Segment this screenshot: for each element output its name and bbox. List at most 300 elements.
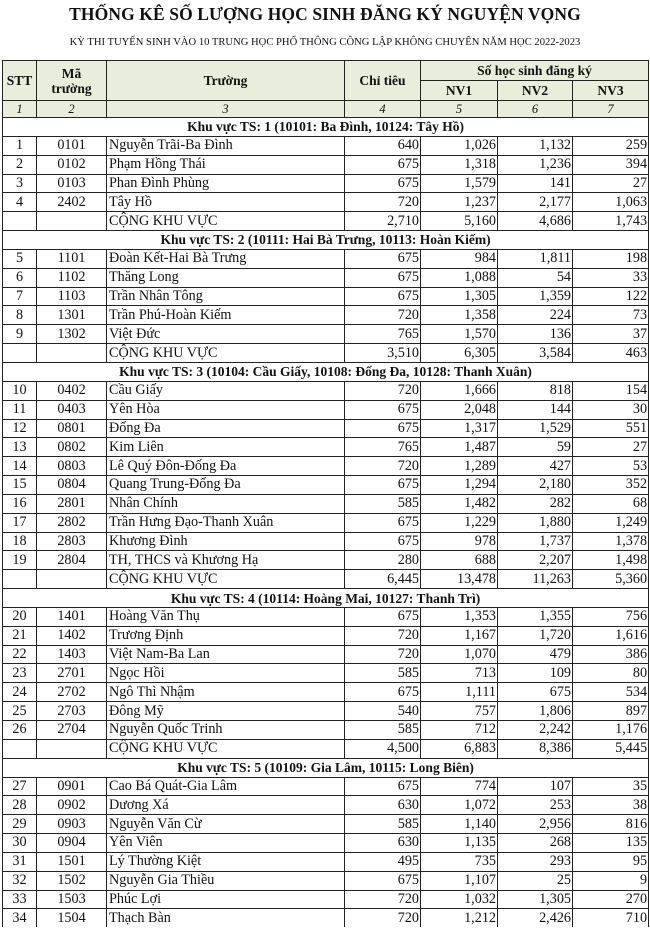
section-title: Khu vực TS: 5 (10109: Gia Lâm, 10115: Long Biên) (3, 758, 649, 777)
cell-truong: Cao Bá Quát-Gia Lâm (107, 777, 345, 796)
total-row (3, 344, 649, 363)
cell-nv3: 38 (573, 796, 649, 815)
cell-stt: 4 (3, 193, 37, 212)
cell-nv3: 73 (573, 306, 649, 325)
cell-nv1: 1,072 (421, 796, 498, 815)
cell-nv2: 2,207 (498, 551, 573, 570)
cell-nv3: 122 (573, 287, 649, 306)
cell-nv2: 224 (498, 306, 573, 325)
cell-nv3: 1,498 (573, 551, 649, 570)
cell-stt: 22 (3, 645, 37, 664)
cell-ma-truong: 2701 (37, 664, 107, 683)
table-row (3, 683, 649, 702)
cell-nv2: 1,811 (498, 249, 573, 268)
index-4: 4 (345, 101, 421, 118)
cell-nv1: 1,318 (421, 155, 498, 174)
total-row (3, 739, 649, 758)
cell-chi-tieu: 675 (345, 155, 421, 174)
cell-nv2: 59 (498, 438, 573, 457)
cell-stt: 29 (3, 815, 37, 834)
header-chi-tieu: Chỉ tiêu (345, 61, 421, 101)
cell-stt: 6 (3, 268, 37, 287)
cell-nv1: 1,487 (421, 438, 498, 457)
index-7: 7 (573, 101, 649, 118)
cell-chi-tieu: 675 (345, 268, 421, 287)
cell-nv2: 479 (498, 645, 573, 664)
total-nv1: 6,883 (421, 739, 498, 758)
cell-stt: 23 (3, 664, 37, 683)
registration-table (2, 60, 649, 927)
cell-stt: 19 (3, 551, 37, 570)
table-row (3, 607, 649, 626)
cell-chi-tieu: 675 (345, 607, 421, 626)
header-stt: STT (3, 61, 37, 101)
header-nv1: NV1 (421, 81, 498, 101)
cell-stt: 8 (3, 306, 37, 325)
cell-nv1: 1,570 (421, 325, 498, 344)
cell-stt: 3 (3, 174, 37, 193)
cell-nv1: 1,237 (421, 193, 498, 212)
cell-nv2: 293 (498, 852, 573, 871)
cell-nv3: 27 (573, 174, 649, 193)
cell-stt: 7 (3, 287, 37, 306)
cell-chi-tieu: 720 (345, 645, 421, 664)
cell-nv3: 756 (573, 607, 649, 626)
table-row (3, 815, 649, 834)
table-row (3, 852, 649, 871)
cell-nv3: 9 (573, 871, 649, 890)
cell-nv2: 2,956 (498, 815, 573, 834)
cell-ma-truong: 0101 (37, 136, 107, 155)
cell-nv2: 109 (498, 664, 573, 683)
cell-nv1: 757 (421, 702, 498, 721)
cell-nv1: 1,294 (421, 476, 498, 495)
cell-stt: 24 (3, 683, 37, 702)
cell-chi-tieu: 720 (345, 193, 421, 212)
cell-truong: Ngô Thì Nhậm (107, 683, 345, 702)
section-title: Khu vực TS: 2 (10111: Hai Bà Trưng, 10113: Hoàn Kiếm) (3, 231, 649, 250)
cell-nv1: 1,353 (421, 607, 498, 626)
cell-truong: Việt Nam-Ba Lan (107, 645, 345, 664)
cell-nv1: 984 (421, 249, 498, 268)
table-row (3, 796, 649, 815)
cell-truong: Đoàn Kết-Hai Bà Trưng (107, 249, 345, 268)
index-1: 1 (3, 101, 37, 118)
cell-chi-tieu: 675 (345, 777, 421, 796)
cell-nv3: 352 (573, 476, 649, 495)
cell-chi-tieu: 765 (345, 438, 421, 457)
cell-nv1: 1,212 (421, 909, 498, 927)
cell-nv1: 978 (421, 532, 498, 551)
cell-nv3: 897 (573, 702, 649, 721)
cell-chi-tieu: 720 (345, 909, 421, 927)
cell-ma-truong: 1401 (37, 607, 107, 626)
cell-chi-tieu: 540 (345, 702, 421, 721)
cell-truong: Lê Quý Đôn-Đống Đa (107, 457, 345, 476)
cell-truong: Nguyễn Trãi-Ba Đình (107, 136, 345, 155)
cell-chi-tieu: 675 (345, 532, 421, 551)
cell-ma-empty (37, 212, 107, 231)
cell-nv3: 259 (573, 136, 649, 155)
cell-truong: Đông Mỹ (107, 702, 345, 721)
cell-chi-tieu: 675 (345, 513, 421, 532)
header-nv2: NV2 (498, 81, 573, 101)
cell-truong: Yên Hòa (107, 400, 345, 419)
cell-ma-truong: 2704 (37, 721, 107, 740)
cell-nv1: 1,317 (421, 419, 498, 438)
cell-nv1: 1,140 (421, 815, 498, 834)
cell-nv3: 37 (573, 325, 649, 344)
cell-nv3: 53 (573, 457, 649, 476)
cell-nv1: 1,358 (421, 306, 498, 325)
cell-nv2: 1,236 (498, 155, 573, 174)
cell-stt: 30 (3, 834, 37, 853)
cell-nv2: 2,177 (498, 193, 573, 212)
cell-ma-truong: 1101 (37, 249, 107, 268)
cell-nv2: 282 (498, 494, 573, 513)
cell-nv1: 1,032 (421, 890, 498, 909)
section-row (3, 231, 649, 250)
cell-chi-tieu: 630 (345, 834, 421, 853)
cell-nv1: 1,579 (421, 174, 498, 193)
cell-chi-tieu: 675 (345, 400, 421, 419)
cell-chi-tieu: 675 (345, 871, 421, 890)
cell-stt-empty (3, 570, 37, 589)
cell-nv1: 1,167 (421, 626, 498, 645)
section-row (3, 589, 649, 608)
cell-stt: 34 (3, 909, 37, 927)
cell-nv2: 1,132 (498, 136, 573, 155)
cell-stt: 10 (3, 381, 37, 400)
cell-nv2: 1,355 (498, 607, 573, 626)
cell-chi-tieu: 765 (345, 325, 421, 344)
cell-chi-tieu: 280 (345, 551, 421, 570)
cell-nv1: 1,229 (421, 513, 498, 532)
table-row (3, 645, 649, 664)
table-row (3, 890, 649, 909)
table-row (3, 871, 649, 890)
cell-nv1: 774 (421, 777, 498, 796)
cell-ma-truong: 0103 (37, 174, 107, 193)
cell-nv3: 1,378 (573, 532, 649, 551)
total-chi-tieu: 2,710 (345, 212, 421, 231)
cell-ma-truong: 1103 (37, 287, 107, 306)
cell-chi-tieu: 630 (345, 796, 421, 815)
cell-ma-truong: 2703 (37, 702, 107, 721)
cell-nv1: 2,048 (421, 400, 498, 419)
cell-ma-truong: 0902 (37, 796, 107, 815)
cell-nv2: 1,529 (498, 419, 573, 438)
table-row (3, 268, 649, 287)
table-body (3, 118, 649, 928)
total-nv3: 1,743 (573, 212, 649, 231)
cell-nv1: 1,026 (421, 136, 498, 155)
cell-ma-truong: 2804 (37, 551, 107, 570)
cell-nv1: 712 (421, 721, 498, 740)
cell-stt: 28 (3, 796, 37, 815)
cell-nv3: 1,616 (573, 626, 649, 645)
header-nv3: NV3 (573, 81, 649, 101)
table-row (3, 494, 649, 513)
cell-truong: Phúc Lợi (107, 890, 345, 909)
total-label: CỘNG KHU VỰC (107, 570, 345, 589)
cell-chi-tieu: 495 (345, 852, 421, 871)
table-row (3, 532, 649, 551)
cell-truong: Lý Thường Kiệt (107, 852, 345, 871)
page-subtitle: KỲ THI TUYỂN SINH VÀO 10 TRUNG HỌC PHỔ THÔNG CÔNG LẬP KHÔNG CHUYÊN NĂM HỌC 2022-2023 (69, 37, 581, 48)
cell-nv2: 2,242 (498, 721, 573, 740)
section-row (3, 362, 649, 381)
table-row (3, 438, 649, 457)
cell-ma-truong: 0403 (37, 400, 107, 419)
cell-ma-truong: 1504 (37, 909, 107, 927)
cell-chi-tieu: 675 (345, 249, 421, 268)
cell-ma-truong: 2702 (37, 683, 107, 702)
cell-truong: Quang Trung-Đống Đa (107, 476, 345, 495)
index-6: 6 (498, 101, 573, 118)
index-5: 5 (421, 101, 498, 118)
cell-nv3: 394 (573, 155, 649, 174)
cell-nv2: 1,359 (498, 287, 573, 306)
cell-truong: Nguyễn Quốc Trinh (107, 721, 345, 740)
cell-ma-truong: 2402 (37, 193, 107, 212)
cell-stt: 16 (3, 494, 37, 513)
total-nv3: 5,360 (573, 570, 649, 589)
cell-stt: 18 (3, 532, 37, 551)
cell-truong: Đống Đa (107, 419, 345, 438)
cell-nv2: 2,426 (498, 909, 573, 927)
section-title: Khu vực TS: 3 (10104: Cầu Giấy, 10108: Đống Đa, 10128: Thanh Xuân) (3, 362, 649, 381)
cell-nv3: 1,176 (573, 721, 649, 740)
cell-stt: 12 (3, 419, 37, 438)
cell-nv3: 27 (573, 438, 649, 457)
cell-chi-tieu: 720 (345, 890, 421, 909)
cell-truong: Thạch Bàn (107, 909, 345, 927)
cell-nv1: 1,305 (421, 287, 498, 306)
cell-nv3: 710 (573, 909, 649, 927)
cell-nv2: 2,180 (498, 476, 573, 495)
cell-stt: 15 (3, 476, 37, 495)
index-3: 3 (107, 101, 345, 118)
cell-stt: 33 (3, 890, 37, 909)
cell-nv3: 154 (573, 381, 649, 400)
cell-ma-truong: 0904 (37, 834, 107, 853)
cell-truong: Khương Đình (107, 532, 345, 551)
cell-truong: Trần Nhân Tông (107, 287, 345, 306)
section-title: Khu vực TS: 1 (10101: Ba Đình, 10124: Tây Hồ) (3, 118, 649, 137)
cell-truong: Trương Định (107, 626, 345, 645)
cell-ma-empty (37, 344, 107, 363)
cell-nv1: 1,666 (421, 381, 498, 400)
table-row (3, 777, 649, 796)
total-label: CỘNG KHU VỰC (107, 212, 345, 231)
table-row (3, 909, 649, 927)
cell-nv2: 141 (498, 174, 573, 193)
cell-ma-truong: 0901 (37, 777, 107, 796)
total-label: CỘNG KHU VỰC (107, 739, 345, 758)
cell-nv1: 1,111 (421, 683, 498, 702)
cell-chi-tieu: 640 (345, 136, 421, 155)
cell-nv2: 253 (498, 796, 573, 815)
cell-stt: 25 (3, 702, 37, 721)
table-row (3, 325, 649, 344)
cell-nv2: 25 (498, 871, 573, 890)
table-row (3, 834, 649, 853)
cell-stt: 2 (3, 155, 37, 174)
header-ma-truong: Mã trường (37, 61, 107, 101)
cell-truong: TH, THCS và Khương Hạ (107, 551, 345, 570)
cell-nv2: 1,305 (498, 890, 573, 909)
cell-truong: Nguyễn Văn Cừ (107, 815, 345, 834)
total-chi-tieu: 3,510 (345, 344, 421, 363)
cell-nv2: 144 (498, 400, 573, 419)
cell-ma-truong: 2802 (37, 513, 107, 532)
cell-stt-empty (3, 739, 37, 758)
table-row (3, 457, 649, 476)
total-row (3, 570, 649, 589)
cell-nv3: 30 (573, 400, 649, 419)
cell-truong: Cầu Giấy (107, 381, 345, 400)
table-row (3, 174, 649, 193)
index-2: 2 (37, 101, 107, 118)
cell-chi-tieu: 585 (345, 815, 421, 834)
cell-ma-truong: 1301 (37, 306, 107, 325)
cell-ma-truong: 0804 (37, 476, 107, 495)
total-nv2: 8,386 (498, 739, 573, 758)
cell-chi-tieu: 675 (345, 476, 421, 495)
cell-ma-truong: 0402 (37, 381, 107, 400)
section-title: Khu vực TS: 4 (10114: Hoàng Mai, 10127: Thanh Trì) (3, 589, 649, 608)
cell-ma-truong: 1403 (37, 645, 107, 664)
table-row (3, 287, 649, 306)
cell-nv1: 713 (421, 664, 498, 683)
cell-chi-tieu: 720 (345, 306, 421, 325)
table-row (3, 155, 649, 174)
cell-ma-empty (37, 739, 107, 758)
cell-stt: 14 (3, 457, 37, 476)
cell-nv2: 427 (498, 457, 573, 476)
cell-truong: Ngọc Hồi (107, 664, 345, 683)
total-nv2: 11,263 (498, 570, 573, 589)
page-title: THỐNG KÊ SỐ LƯỢNG HỌC SINH ĐĂNG KÝ NGUYỆN VỌNG (69, 4, 581, 24)
cell-ma-truong: 0801 (37, 419, 107, 438)
table-row (3, 626, 649, 645)
cell-ma-truong: 1302 (37, 325, 107, 344)
cell-nv3: 534 (573, 683, 649, 702)
table-row (3, 306, 649, 325)
cell-stt-empty (3, 212, 37, 231)
total-nv1: 5,160 (421, 212, 498, 231)
cell-stt: 13 (3, 438, 37, 457)
cell-nv2: 136 (498, 325, 573, 344)
cell-nv3: 1,063 (573, 193, 649, 212)
table-row (3, 721, 649, 740)
table-row (3, 476, 649, 495)
cell-nv2: 268 (498, 834, 573, 853)
cell-nv2: 818 (498, 381, 573, 400)
cell-nv3: 68 (573, 494, 649, 513)
cell-truong: Kim Liên (107, 438, 345, 457)
cell-ma-truong: 1102 (37, 268, 107, 287)
cell-nv1: 1,135 (421, 834, 498, 853)
cell-stt: 31 (3, 852, 37, 871)
cell-truong: Hoàng Văn Thụ (107, 607, 345, 626)
table-row (3, 400, 649, 419)
cell-ma-truong: 2803 (37, 532, 107, 551)
cell-truong: Thăng Long (107, 268, 345, 287)
table-header (3, 61, 649, 118)
cell-stt: 9 (3, 325, 37, 344)
cell-truong: Phạm Hồng Thái (107, 155, 345, 174)
cell-nv3: 80 (573, 664, 649, 683)
table-row (3, 702, 649, 721)
cell-chi-tieu: 720 (345, 381, 421, 400)
cell-nv3: 33 (573, 268, 649, 287)
cell-chi-tieu: 585 (345, 721, 421, 740)
table-row (3, 136, 649, 155)
cell-ma-truong: 0802 (37, 438, 107, 457)
cell-stt: 11 (3, 400, 37, 419)
header-so-hoc-sinh: Số học sinh đăng ký (421, 61, 649, 81)
cell-ma-truong: 0903 (37, 815, 107, 834)
total-row (3, 212, 649, 231)
cell-nv1: 1,107 (421, 871, 498, 890)
cell-ma-truong: 1502 (37, 871, 107, 890)
cell-truong: Nhân Chính (107, 494, 345, 513)
cell-nv1: 735 (421, 852, 498, 871)
table-row (3, 419, 649, 438)
total-nv3: 463 (573, 344, 649, 363)
cell-ma-truong: 1501 (37, 852, 107, 871)
table-row (3, 551, 649, 570)
cell-stt: 20 (3, 607, 37, 626)
table-row (3, 513, 649, 532)
total-chi-tieu: 6,445 (345, 570, 421, 589)
table-row (3, 193, 649, 212)
total-label: CỘNG KHU VỰC (107, 344, 345, 363)
cell-nv2: 1,806 (498, 702, 573, 721)
cell-nv3: 816 (573, 815, 649, 834)
cell-stt: 21 (3, 626, 37, 645)
cell-truong: Trần Phú-Hoàn Kiếm (107, 306, 345, 325)
cell-nv3: 135 (573, 834, 649, 853)
total-nv2: 4,686 (498, 212, 573, 231)
cell-ma-truong: 1503 (37, 890, 107, 909)
cell-truong: Nguyễn Gia Thiều (107, 871, 345, 890)
cell-chi-tieu: 720 (345, 626, 421, 645)
header-truong: Trường (107, 61, 345, 101)
total-nv2: 3,584 (498, 344, 573, 363)
cell-ma-truong: 1402 (37, 626, 107, 645)
section-row (3, 118, 649, 137)
cell-nv2: 1,737 (498, 532, 573, 551)
table-row (3, 381, 649, 400)
cell-ma-empty (37, 570, 107, 589)
cell-nv2: 675 (498, 683, 573, 702)
cell-nv2: 1,880 (498, 513, 573, 532)
cell-chi-tieu: 675 (345, 683, 421, 702)
cell-nv1: 1,070 (421, 645, 498, 664)
cell-stt: 1 (3, 136, 37, 155)
cell-chi-tieu: 675 (345, 174, 421, 193)
total-chi-tieu: 4,500 (345, 739, 421, 758)
cell-nv2: 54 (498, 268, 573, 287)
cell-nv1: 1,482 (421, 494, 498, 513)
cell-nv3: 1,249 (573, 513, 649, 532)
cell-chi-tieu: 675 (345, 287, 421, 306)
cell-truong: Tây Hồ (107, 193, 345, 212)
total-nv1: 6,305 (421, 344, 498, 363)
